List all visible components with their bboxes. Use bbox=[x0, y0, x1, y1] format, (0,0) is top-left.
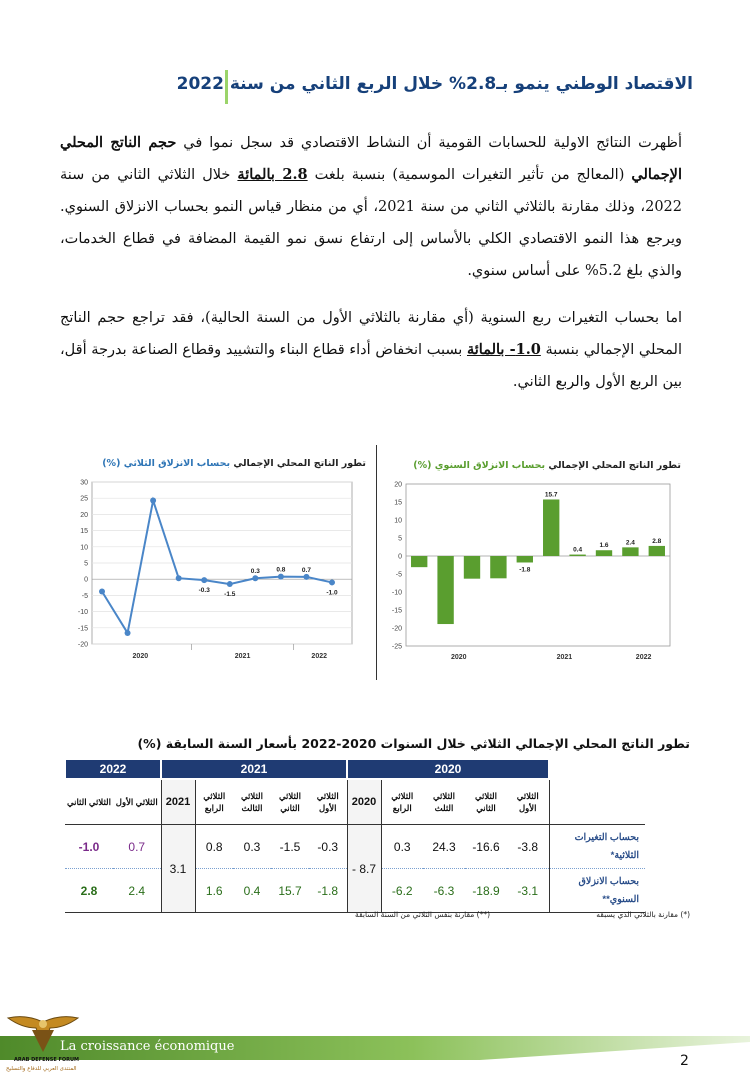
cell-r1-2022-q2: -1.0 bbox=[78, 839, 100, 854]
line-chart bbox=[62, 452, 370, 667]
bar-chart-ytick: 5 bbox=[398, 535, 402, 543]
bar-chart-bar bbox=[437, 556, 453, 624]
line-chart-ytick: 15 bbox=[80, 528, 88, 536]
qh-2021-q2: الثلاثي الثاني bbox=[278, 791, 302, 813]
bar-chart-xlabel: 2020 bbox=[451, 654, 467, 661]
qh-2022-q1: الثلاثي الأول bbox=[115, 797, 158, 807]
footer-text: La croissance économique bbox=[60, 1039, 235, 1054]
line-chart-point bbox=[99, 589, 105, 595]
para1-c: (المعالج من تأثير التغيرات الموسمية) بنسبة بلغت bbox=[307, 167, 632, 183]
cell-r1-2021-q4: 0.8 bbox=[205, 839, 223, 854]
cell-r2-2020-q1: -3.1 bbox=[507, 869, 549, 913]
bar-chart-data-label: 15.7 bbox=[544, 491, 558, 499]
page-number: 2 bbox=[680, 1053, 689, 1069]
line-chart-xlabel: 2022 bbox=[311, 653, 328, 660]
qh-2020-q4: الثلاثي الرابع bbox=[391, 791, 414, 813]
line-chart-ytick: 30 bbox=[80, 479, 88, 487]
cell-r1-2020-q1: -3.8 bbox=[517, 839, 539, 854]
bar-chart-bar bbox=[569, 555, 585, 556]
line-chart-point bbox=[303, 574, 309, 580]
cell-r2-2021-q1: -1.8 bbox=[309, 869, 347, 913]
paragraph-1 bbox=[60, 127, 682, 287]
cell-r2-2020-q4: -6.2 bbox=[381, 869, 423, 913]
bar-chart-xlabel: 2022 bbox=[635, 654, 652, 661]
cell-r1-2021-q2: -1.5 bbox=[279, 839, 301, 854]
cell-r1-2020-q4: 0.3 bbox=[393, 839, 411, 854]
line-chart-data-label: -1.5 bbox=[224, 591, 236, 599]
line-chart-point bbox=[176, 575, 182, 581]
cell-r1-2021-q3: 0.3 bbox=[243, 839, 261, 854]
page-title: الاقتصاد الوطني ينمو بـ2.8% خلال الربع الثاني من سنة 2022 bbox=[176, 74, 693, 94]
line-chart-ytick: -10 bbox=[77, 609, 88, 617]
title-wrap bbox=[176, 70, 693, 104]
bar-chart-bar bbox=[622, 547, 638, 556]
yr-2020-label: 2020 bbox=[347, 779, 381, 825]
qh-2021-q1: الثلاثي الأول bbox=[316, 791, 339, 813]
qh-2020-q2: الثلاثي الثاني bbox=[474, 791, 498, 813]
bar-chart-panel bbox=[380, 452, 685, 667]
bar-chart-bar bbox=[490, 556, 506, 578]
logo-text-en: ARAB DEFENSE FORUM bbox=[14, 1057, 80, 1063]
line-chart-series bbox=[102, 500, 332, 633]
line-chart-ytick: 25 bbox=[80, 495, 88, 503]
bar-chart bbox=[380, 452, 685, 667]
bar-chart-bar bbox=[543, 499, 559, 556]
bar-chart-data-label: -1.8 bbox=[519, 566, 531, 574]
bar-chart-xlabel: 2021 bbox=[556, 654, 573, 661]
line-chart-point bbox=[150, 497, 156, 503]
annual-2020: - 8.7 bbox=[347, 825, 381, 913]
line-chart-data-label: -1.0 bbox=[326, 589, 338, 597]
cell-r2-2020-q3: -6.3 bbox=[423, 869, 465, 913]
yr-2021-label: 2021 bbox=[161, 779, 195, 825]
line-chart-ytick: 0 bbox=[84, 576, 88, 584]
qh-2021-q4: الثلاثي الرابع bbox=[203, 791, 226, 813]
line-chart-xlabel: 2021 bbox=[234, 653, 251, 660]
para1-b: حجم الناتج المحلي الإجمالي bbox=[60, 134, 682, 183]
line-chart-data-label: -0.3 bbox=[198, 587, 210, 595]
para1-d: 2.8 بالمائة bbox=[237, 166, 308, 183]
cell-r2-2021-q3: 0.4 bbox=[233, 869, 271, 913]
table-title: تطور الناتج المحلي الإجمالي الثلاثي خلال السنوات 2020-2022 بأسعار السنة السابقة (%) bbox=[137, 736, 690, 751]
bar-chart-bar bbox=[464, 556, 480, 579]
year-header-2020: 2020 bbox=[347, 759, 549, 779]
bar-chart-bar bbox=[517, 556, 533, 562]
chart-divider bbox=[376, 445, 377, 680]
cell-r1-2020-q3: 24.3 bbox=[432, 839, 456, 854]
bar-chart-ytick: -25 bbox=[391, 643, 402, 651]
row-label-annual: بحساب الانزلاق السنوي** bbox=[549, 869, 645, 913]
line-chart-ytick: -20 bbox=[77, 641, 88, 649]
para1-a: أظهرت النتائج الاولية للحسابات القومية أن النشاط الاقتصادي قد سجل نموا في bbox=[176, 135, 682, 151]
annual-2021: 3.1 bbox=[161, 825, 195, 913]
line-chart-point bbox=[329, 579, 335, 585]
year-header-2022: 2022 bbox=[65, 759, 161, 779]
bar-chart-ytick: -5 bbox=[395, 571, 402, 579]
line-chart-panel bbox=[62, 452, 370, 667]
qh-2020-q1: الثلاثي الأول bbox=[516, 791, 539, 813]
bar-chart-data-label: 2.4 bbox=[625, 539, 635, 547]
bar-chart-ytick: -15 bbox=[391, 607, 402, 615]
note-quarterly: (*) مقارنة بالثلاثي الذي يسبقه bbox=[596, 910, 690, 919]
qh-2020-q3: الثلاثي الثلث bbox=[432, 791, 456, 813]
cell-r1-2020-q2: -16.6 bbox=[472, 839, 500, 854]
bar-chart-ytick: -20 bbox=[391, 625, 402, 633]
cell-r1-2021-q1: -0.3 bbox=[317, 839, 339, 854]
line-chart-ytick: 20 bbox=[80, 511, 88, 519]
bar-chart-ytick: 15 bbox=[394, 499, 402, 507]
line-chart-data-label: 0.3 bbox=[250, 568, 260, 576]
bar-chart-ytick: 10 bbox=[394, 517, 402, 525]
cell-r2-2022-q1: 2.4 bbox=[113, 869, 161, 913]
qh-2021-q3: الثلاثي الثالث bbox=[240, 791, 264, 813]
cell-r2-2021-q2: 15.7 bbox=[271, 869, 309, 913]
note-annual: (**) مقارنة بنفس الثلاثي من السنة السابقة bbox=[355, 910, 490, 919]
cell-r2-2021-q4: 1.6 bbox=[195, 869, 233, 913]
qh-2022-q2: الثلاثي الثاني bbox=[67, 797, 111, 807]
line-chart-point bbox=[278, 574, 284, 580]
line-chart-point bbox=[201, 577, 207, 583]
bar-chart-ytick: 0 bbox=[398, 553, 402, 561]
bar-chart-ytick: 20 bbox=[394, 481, 402, 489]
paragraph-2 bbox=[60, 302, 682, 398]
para2-b: 1.0- بالمائة bbox=[466, 341, 541, 358]
line-chart-point bbox=[252, 575, 258, 581]
bar-chart-data-label: 0.4 bbox=[573, 546, 583, 554]
line-chart-point bbox=[227, 581, 233, 587]
cell-r2-2022-q2: 2.8 bbox=[65, 869, 113, 913]
line-chart-ytick: 5 bbox=[84, 560, 88, 568]
bar-chart-data-label: 1.6 bbox=[599, 542, 609, 550]
bar-chart-ytick: -10 bbox=[391, 589, 402, 597]
row-label-quarterly: بحساب التغيرات الثلاثية* bbox=[549, 825, 645, 869]
bar-chart-bar bbox=[596, 550, 612, 556]
line-chart-ytick: 10 bbox=[80, 544, 88, 552]
line-chart-title: تطور الناتج المحلي الإجمالي بحساب الانزلاق الثلاثي (%) bbox=[102, 458, 366, 469]
bar-chart-bar bbox=[411, 556, 427, 567]
line-chart-point bbox=[125, 630, 131, 636]
gdp-table bbox=[64, 758, 645, 913]
logo-text-ar: المنتدى العربي للدفاع والتسليح bbox=[6, 1066, 77, 1072]
para1-e: خلال الثلاثي الثاني من سنة 2022، وذلك مقارنة بالثلاثي الثاني من سنة 2021، أي من منظار قياس النمو بحساب الانزلاق السنوي. ويرجع هذا النمو الاقتصادي الكلي بالأساس إلى ارتفاع نسق نمو القيمة المضافة في قطاع الخدمات، والذي بلغ 5.2% على أساس سنوي. bbox=[60, 167, 682, 279]
bar-chart-data-label: 2.8 bbox=[652, 537, 662, 545]
line-chart-ytick: -5 bbox=[81, 592, 88, 600]
cell-r1-2022-q1: 0.7 bbox=[128, 839, 146, 854]
year-header-2021: 2021 bbox=[161, 759, 347, 779]
bar-chart-title: تطور الناتج المحلي الإجمالي بحساب الانزلاق السنوي (%) bbox=[413, 460, 681, 471]
para2-a: اما بحساب التغيرات ربع السنوية (أي مقارنة بالثلاثي الأول من السنة الحالية)، فقد تراجع حجم الناتج المحلي الإجمالي بنسبة bbox=[60, 310, 683, 358]
line-chart-data-label: 0.8 bbox=[276, 566, 286, 574]
line-chart-xlabel: 2020 bbox=[132, 653, 149, 660]
gdp-table-wrap bbox=[64, 758, 645, 913]
para2-c: بسبب انخفاض أداء قطاع البناء والتشييد وقطاع الصناعة بدرجة أقل، بين الربع الأول والربع الثاني. bbox=[60, 342, 682, 390]
line-chart-ytick: -15 bbox=[77, 625, 88, 633]
line-chart-data-label: 0.7 bbox=[301, 566, 311, 574]
bar-chart-bar bbox=[649, 546, 665, 556]
cell-r2-2020-q2: -18.9 bbox=[465, 869, 507, 913]
